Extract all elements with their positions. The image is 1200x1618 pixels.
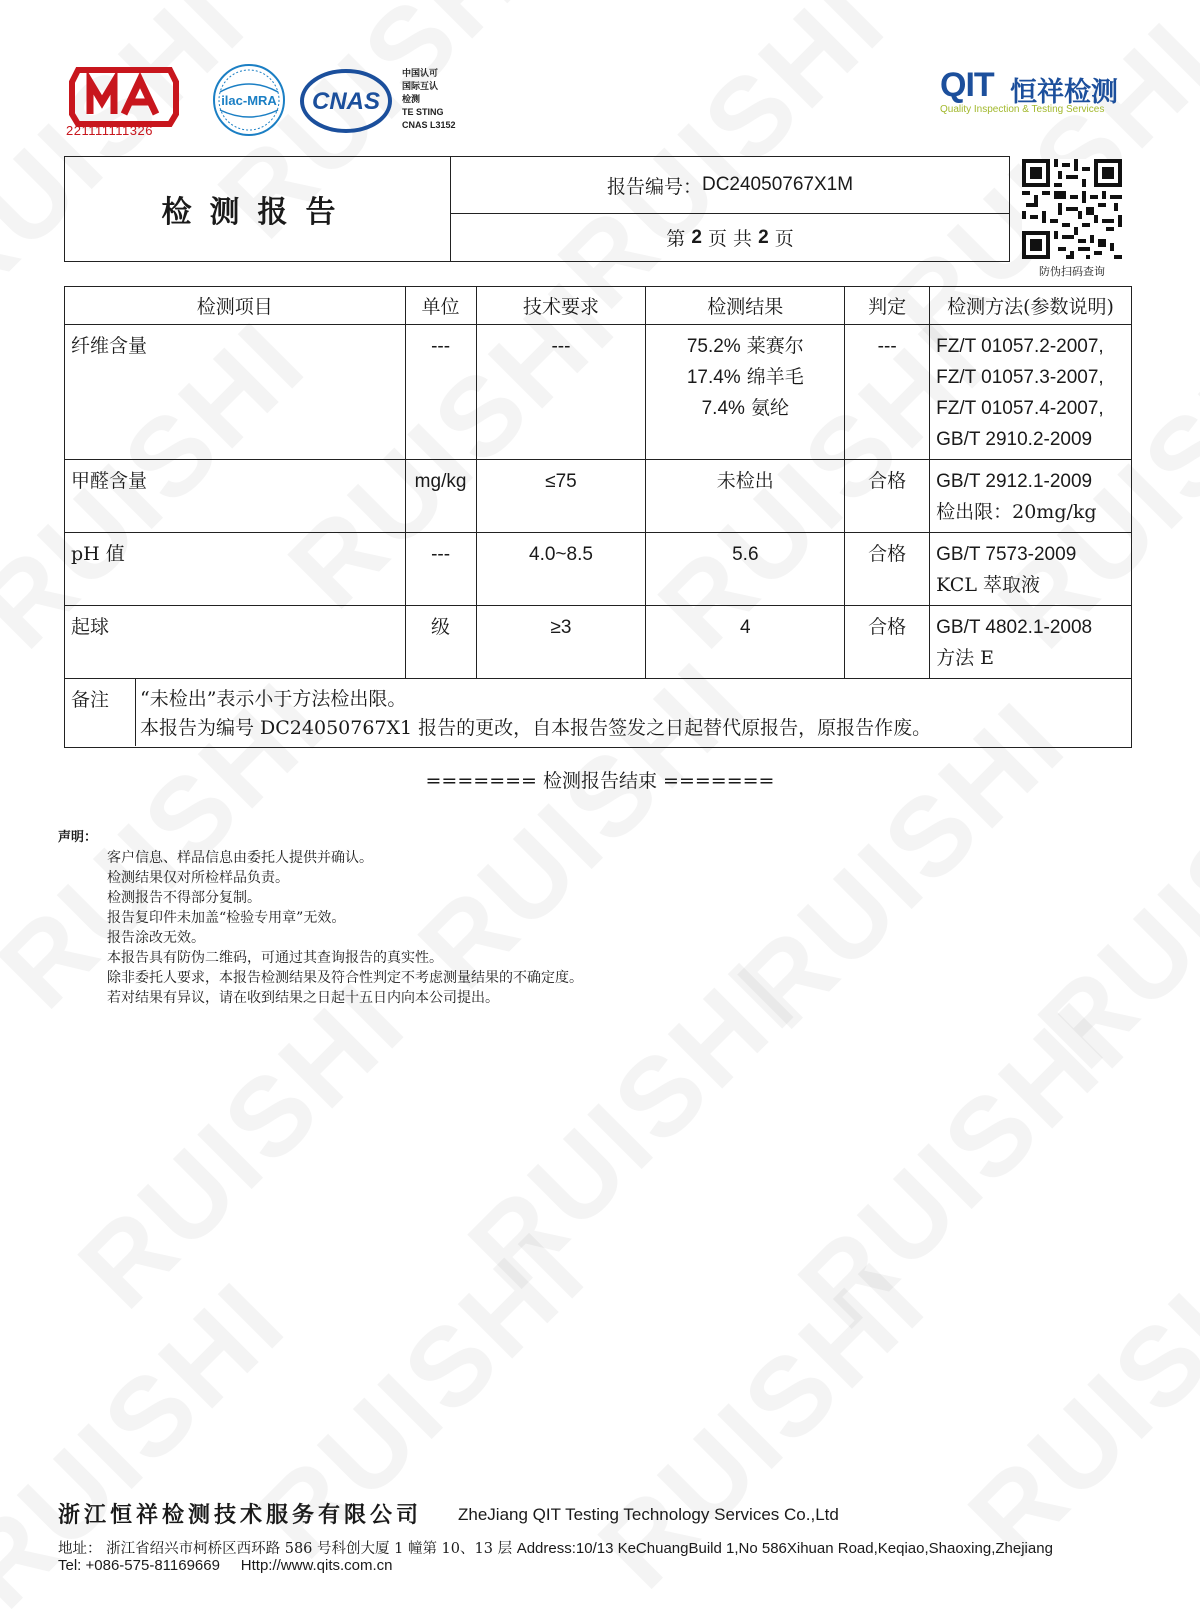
requirement-cell: ≥3 [476,606,646,679]
page-suffix: 页 [774,228,794,250]
table-row [65,606,1132,679]
test-item: 纤维含量 [65,325,406,460]
page-total: 2 [758,226,769,248]
cnas-line: 国际互认 [402,81,439,91]
declaration-item: 报告涂改无效。 [107,930,205,946]
unit-cell: --- [405,325,476,460]
column-header: 判定 [845,287,930,325]
method-line: FZ/T 01057.4-2007, [936,398,1104,419]
result-line [652,393,838,424]
requirement-cell: 4.0~8.5 [476,533,646,606]
report-number: DC24050767X1M [701,174,854,195]
footer-company-cn: 浙江恒祥检测技术服务有限公司 [58,1502,423,1528]
report-number-label: 报告编号： [606,175,702,198]
telephone: Tel: +086-575-81169669 [58,1557,220,1574]
verdict-cell: 合格 [845,606,930,679]
notes-cell [65,679,1132,748]
test-item: 起球 [65,606,406,679]
ilac-mra-logo [210,62,288,138]
method-line: GB/T 2912.1-2009 [936,471,1093,492]
note-line: “未检出”表示小于方法检出限。 [140,688,407,710]
cnas-caption [402,67,456,132]
result-percent: 75.2% [686,336,741,357]
address-cn: 浙江省绍兴市柯桥区西环路 586 号科创大厦 1 幢第 10、13 层 [106,1541,513,1557]
column-header: 技术要求 [476,287,646,325]
cnas-logo [300,68,392,134]
result-fiber: 绵羊毛 [746,366,804,388]
cnas-line: 检测 [402,94,421,104]
test-item: pH 值 [65,533,406,606]
declaration-title: 声明： [58,830,98,845]
method-line: GB/T 2910.2-2009 [936,429,1093,450]
table-row [65,325,1132,460]
result-percent: 17.4% [686,367,741,388]
cnas-logo-text: CNAS [311,88,381,115]
qr-caption: 防伪扫码查询 [1039,265,1105,278]
notes-row [65,679,1132,748]
requirement-cell: --- [476,325,646,460]
unit-cell: 级 [405,606,476,679]
result-fiber: 氨纶 [750,397,789,419]
declaration-list [107,848,583,1008]
ilac-text: ilac-MRA [221,93,277,108]
table-header-row [65,287,1132,325]
method-cell [930,606,1132,679]
declaration-item: 报告复印件未加盖“检验专用章”无效。 [107,910,346,926]
method-line: KCL 萃取液 [936,574,1041,596]
method-line: GB/T 7573-2009 [936,544,1077,565]
method-line: 检出限：20mg/kg [936,501,1097,523]
page-current: 2 [691,226,702,248]
unit-cell: --- [405,533,476,606]
declaration-item: 检测报告不得部分复制。 [107,890,261,906]
address-en: Address:10/13 KeChuangBuild 1,No 586Xihuan Road,Keqiao,Shaoxing,Zhejiang [516,1540,1053,1557]
table-row [65,533,1132,606]
page-mid: 页 共 [707,228,753,250]
cma-number: 221111111326 [66,123,153,138]
report-title: 检测报告 [65,157,451,261]
page-prefix: 第 [666,228,686,250]
results-table [64,286,1132,748]
result-cell: 未检出 [646,460,845,533]
page-indicator [451,214,1009,261]
declaration-item: 本报告具有防伪二维码，可通过其查询报告的真实性。 [107,950,443,966]
declaration-item: 检测结果仅对所检样品负责。 [107,870,289,886]
column-header: 单位 [405,287,476,325]
cnas-line: CNAS L3152 [402,120,456,130]
website-link[interactable]: Http://www.qits.com.cn [240,1557,393,1574]
verdict-cell: 合格 [845,533,930,606]
method-line: GB/T 4802.1-2008 [936,617,1093,638]
result-percent: 7.4% [701,398,745,419]
qit-logo-cn: 恒祥检测 [1010,77,1118,108]
report-end-marker: ======= 检测报告结束 ======= [425,770,775,792]
column-header: 检测结果 [646,287,845,325]
table-row [65,460,1132,533]
method-cell [930,460,1132,533]
qit-tagline: Quality Inspection & Testing Services [940,104,1105,115]
method-cell [930,533,1132,606]
report-number-row [451,157,1009,214]
column-header: 检测项目 [65,287,406,325]
footer-company-en: ZheJiang QIT Testing Technology Services Co.,Ltd [458,1505,839,1524]
qit-logo: QIT [940,66,994,104]
method-line: FZ/T 01057.3-2007, [936,367,1104,388]
note-line: 本报告为编号 DC24050767X1 报告的更改，自本报告签发之日起替代原报告，原报告作废。 [140,717,932,739]
requirement-cell: ≤75 [476,460,646,533]
method-cell [930,325,1132,460]
result-line [652,362,838,393]
result-line [652,331,838,362]
notes-content [136,679,935,746]
result-fiber: 莱赛尔 [746,335,804,357]
method-line: 方法 E [936,647,995,669]
result-cell: 5.6 [646,533,845,606]
verdict-cell: --- [845,325,930,460]
column-header: 检测方法(参数说明) [930,287,1132,325]
declaration-item: 客户信息、样品信息由委托人提供并确认。 [107,850,373,866]
cnas-line: TE STING [402,107,444,117]
result-cell [646,325,845,460]
result-cell: 4 [646,606,845,679]
notes-label: 备注 [65,679,136,746]
footer-contact [58,1557,393,1574]
method-line: FZ/T 01057.2-2007, [936,336,1104,357]
test-item: 甲醛含量 [65,460,406,533]
qr-code[interactable] [1022,159,1122,259]
address-label: 地址： [58,1541,102,1557]
verdict-cell: 合格 [845,460,930,533]
footer-address [58,1537,1053,1558]
declaration-item: 若对结果有异议，请在收到结果之日起十五日内向本公司提出。 [107,990,499,1006]
unit-cell: mg/kg [405,460,476,533]
cnas-line: 中国认可 [402,68,439,78]
title-box [64,156,1010,262]
declaration-item: 除非委托人要求，本报告检测结果及符合性判定不考虑测量结果的不确定度。 [107,970,583,986]
